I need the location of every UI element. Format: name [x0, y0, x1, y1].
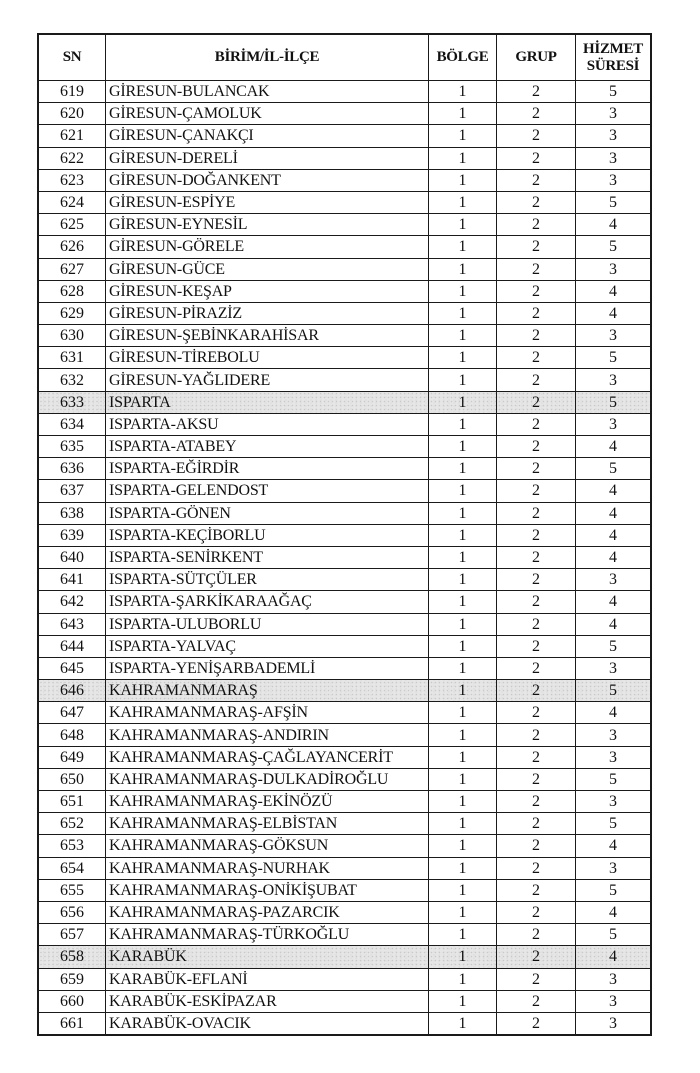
cell-group: 2	[497, 680, 576, 702]
cell-sn: 638	[38, 502, 106, 524]
cell-group: 2	[497, 657, 576, 679]
cell-sn: 644	[38, 635, 106, 657]
cell-group: 2	[497, 413, 576, 435]
cell-region: 1	[429, 724, 497, 746]
table-row	[38, 258, 651, 280]
cell-unit-name: ISPARTA-SENİRKENT	[106, 546, 429, 568]
cell-region: 1	[429, 835, 497, 857]
table-row	[38, 901, 651, 923]
table-row	[38, 436, 651, 458]
cell-unit-name: ISPARTA-EĞİRDİR	[106, 458, 429, 480]
cell-group: 2	[497, 236, 576, 258]
cell-group: 2	[497, 214, 576, 236]
cell-unit-name: KAHRAMANMARAŞ	[106, 680, 429, 702]
cell-region: 1	[429, 191, 497, 213]
cell-group: 2	[497, 901, 576, 923]
table-row	[38, 746, 651, 768]
cell-unit-name: GİRESUN-PİRAZİZ	[106, 302, 429, 324]
cell-service-duration: 4	[576, 946, 652, 968]
table-row	[38, 591, 651, 613]
cell-group: 2	[497, 879, 576, 901]
cell-group: 2	[497, 458, 576, 480]
table-row	[38, 1012, 651, 1035]
table-row	[38, 613, 651, 635]
cell-unit-name: ISPARTA-SÜTÇÜLER	[106, 569, 429, 591]
cell-unit-name: KARABÜK	[106, 946, 429, 968]
cell-region: 1	[429, 635, 497, 657]
cell-service-duration: 5	[576, 813, 652, 835]
table-row	[38, 502, 651, 524]
table-row	[38, 125, 651, 147]
cell-group: 2	[497, 702, 576, 724]
table-row	[38, 81, 651, 103]
cell-unit-name: KAHRAMANMARAŞ-TÜRKOĞLU	[106, 924, 429, 946]
cell-group: 2	[497, 369, 576, 391]
cell-service-duration: 4	[576, 702, 652, 724]
cell-group: 2	[497, 391, 576, 413]
cell-group: 2	[497, 613, 576, 635]
table-row-province-header	[38, 946, 651, 968]
cell-unit-name: KAHRAMANMARAŞ-PAZARCIK	[106, 901, 429, 923]
cell-service-duration: 3	[576, 857, 652, 879]
cell-sn: 635	[38, 436, 106, 458]
cell-sn: 656	[38, 901, 106, 923]
header-region: BÖLGE	[429, 34, 497, 81]
cell-service-duration: 5	[576, 879, 652, 901]
cell-unit-name: ISPARTA	[106, 391, 429, 413]
cell-unit-name: ISPARTA-KEÇİBORLU	[106, 524, 429, 546]
cell-unit-name: KAHRAMANMARAŞ-ÇAĞLAYANCERİT	[106, 746, 429, 768]
table-row	[38, 968, 651, 990]
cell-region: 1	[429, 924, 497, 946]
cell-region: 1	[429, 546, 497, 568]
cell-sn: 622	[38, 147, 106, 169]
cell-unit-name: GİRESUN-YAĞLIDERE	[106, 369, 429, 391]
cell-region: 1	[429, 302, 497, 324]
cell-service-duration: 4	[576, 302, 652, 324]
cell-unit-name: GİRESUN-KEŞAP	[106, 280, 429, 302]
service-duration-table	[37, 33, 652, 1036]
table-row	[38, 813, 651, 835]
cell-service-duration: 5	[576, 347, 652, 369]
cell-service-duration: 5	[576, 768, 652, 790]
cell-region: 1	[429, 280, 497, 302]
cell-unit-name: KAHRAMANMARAŞ-GÖKSUN	[106, 835, 429, 857]
cell-group: 2	[497, 569, 576, 591]
cell-service-duration: 3	[576, 103, 652, 125]
cell-sn: 647	[38, 702, 106, 724]
cell-sn: 655	[38, 879, 106, 901]
cell-service-duration: 3	[576, 147, 652, 169]
cell-sn: 640	[38, 546, 106, 568]
table-row	[38, 524, 651, 546]
cell-unit-name: GİRESUN-GÜCE	[106, 258, 429, 280]
cell-sn: 653	[38, 835, 106, 857]
cell-service-duration: 5	[576, 680, 652, 702]
cell-unit-name: KAHRAMANMARAŞ-ONİKİŞUBAT	[106, 879, 429, 901]
header-unit-province-district: BİRİM/İL-İLÇE	[106, 34, 429, 81]
cell-sn: 621	[38, 125, 106, 147]
cell-group: 2	[497, 436, 576, 458]
cell-group: 2	[497, 968, 576, 990]
cell-service-duration: 3	[576, 413, 652, 435]
cell-service-duration: 5	[576, 924, 652, 946]
cell-group: 2	[497, 103, 576, 125]
cell-region: 1	[429, 813, 497, 835]
cell-service-duration: 3	[576, 657, 652, 679]
cell-group: 2	[497, 835, 576, 857]
table-row	[38, 147, 651, 169]
cell-region: 1	[429, 369, 497, 391]
cell-unit-name: ISPARTA-ATABEY	[106, 436, 429, 458]
cell-service-duration: 3	[576, 569, 652, 591]
cell-sn: 654	[38, 857, 106, 879]
cell-sn: 623	[38, 169, 106, 191]
cell-region: 1	[429, 236, 497, 258]
cell-region: 1	[429, 768, 497, 790]
cell-service-duration: 3	[576, 369, 652, 391]
cell-sn: 619	[38, 81, 106, 103]
cell-service-duration: 3	[576, 325, 652, 347]
cell-region: 1	[429, 325, 497, 347]
cell-service-duration: 3	[576, 746, 652, 768]
cell-service-duration: 5	[576, 191, 652, 213]
cell-region: 1	[429, 125, 497, 147]
cell-region: 1	[429, 214, 497, 236]
cell-service-duration: 4	[576, 214, 652, 236]
table-row	[38, 990, 651, 1012]
cell-unit-name: ISPARTA-AKSU	[106, 413, 429, 435]
table-row	[38, 169, 651, 191]
cell-sn: 652	[38, 813, 106, 835]
cell-region: 1	[429, 502, 497, 524]
cell-group: 2	[497, 81, 576, 103]
table-row	[38, 724, 651, 746]
cell-unit-name: KAHRAMANMARAŞ-DULKADİROĞLU	[106, 768, 429, 790]
cell-sn: 649	[38, 746, 106, 768]
cell-region: 1	[429, 591, 497, 613]
cell-region: 1	[429, 702, 497, 724]
cell-sn: 620	[38, 103, 106, 125]
cell-unit-name: KARABÜK-OVACIK	[106, 1012, 429, 1035]
cell-group: 2	[497, 524, 576, 546]
cell-unit-name: KARABÜK-ESKİPAZAR	[106, 990, 429, 1012]
cell-group: 2	[497, 325, 576, 347]
cell-group: 2	[497, 635, 576, 657]
cell-unit-name: ISPARTA-GELENDOST	[106, 480, 429, 502]
cell-group: 2	[497, 768, 576, 790]
cell-group: 2	[497, 724, 576, 746]
table-row	[38, 325, 651, 347]
cell-unit-name: KAHRAMANMARAŞ-ANDIRIN	[106, 724, 429, 746]
header-sn: SN	[38, 34, 106, 81]
header-service-duration	[576, 34, 652, 81]
cell-group: 2	[497, 147, 576, 169]
cell-region: 1	[429, 413, 497, 435]
cell-unit-name: GİRESUN-TİREBOLU	[106, 347, 429, 369]
cell-region: 1	[429, 613, 497, 635]
cell-sn: 629	[38, 302, 106, 324]
cell-service-duration: 3	[576, 968, 652, 990]
cell-sn: 636	[38, 458, 106, 480]
table-row	[38, 635, 651, 657]
cell-region: 1	[429, 258, 497, 280]
cell-group: 2	[497, 347, 576, 369]
cell-service-duration: 4	[576, 524, 652, 546]
cell-group: 2	[497, 924, 576, 946]
cell-sn: 634	[38, 413, 106, 435]
cell-region: 1	[429, 524, 497, 546]
cell-group: 2	[497, 946, 576, 968]
header-service-duration-line1: HİZMET	[583, 40, 643, 57]
table-row	[38, 236, 651, 258]
cell-region: 1	[429, 147, 497, 169]
cell-sn: 660	[38, 990, 106, 1012]
cell-sn: 633	[38, 391, 106, 413]
cell-unit-name: KAHRAMANMARAŞ-ELBİSTAN	[106, 813, 429, 835]
cell-sn: 642	[38, 591, 106, 613]
cell-service-duration: 4	[576, 835, 652, 857]
table-row	[38, 835, 651, 857]
cell-region: 1	[429, 746, 497, 768]
cell-group: 2	[497, 990, 576, 1012]
table-row	[38, 768, 651, 790]
cell-group: 2	[497, 125, 576, 147]
table-row	[38, 546, 651, 568]
cell-region: 1	[429, 169, 497, 191]
cell-unit-name: ISPARTA-YENİŞARBADEMLİ	[106, 657, 429, 679]
cell-service-duration: 3	[576, 169, 652, 191]
table-row	[38, 879, 651, 901]
cell-sn: 659	[38, 968, 106, 990]
cell-group: 2	[497, 1012, 576, 1035]
cell-region: 1	[429, 791, 497, 813]
cell-unit-name: ISPARTA-YALVAÇ	[106, 635, 429, 657]
cell-group: 2	[497, 302, 576, 324]
cell-sn: 626	[38, 236, 106, 258]
cell-sn: 624	[38, 191, 106, 213]
cell-service-duration: 3	[576, 724, 652, 746]
cell-service-duration: 4	[576, 436, 652, 458]
cell-group: 2	[497, 169, 576, 191]
cell-service-duration: 3	[576, 791, 652, 813]
cell-sn: 628	[38, 280, 106, 302]
cell-group: 2	[497, 746, 576, 768]
cell-region: 1	[429, 857, 497, 879]
cell-unit-name: ISPARTA-ULUBORLU	[106, 613, 429, 635]
cell-region: 1	[429, 901, 497, 923]
cell-service-duration: 4	[576, 901, 652, 923]
cell-region: 1	[429, 103, 497, 125]
cell-sn: 627	[38, 258, 106, 280]
cell-unit-name: GİRESUN-DERELİ	[106, 147, 429, 169]
cell-region: 1	[429, 81, 497, 103]
cell-region: 1	[429, 680, 497, 702]
cell-service-duration: 4	[576, 613, 652, 635]
cell-unit-name: GİRESUN-ŞEBİNKARAHİSAR	[106, 325, 429, 347]
cell-sn: 637	[38, 480, 106, 502]
cell-service-duration: 3	[576, 1012, 652, 1035]
cell-unit-name: ISPARTA-ŞARKİKARAAĞAÇ	[106, 591, 429, 613]
cell-sn: 632	[38, 369, 106, 391]
table-row	[38, 791, 651, 813]
cell-unit-name: GİRESUN-GÖRELE	[106, 236, 429, 258]
cell-unit-name: GİRESUN-EYNESİL	[106, 214, 429, 236]
cell-group: 2	[497, 480, 576, 502]
cell-unit-name: GİRESUN-BULANCAK	[106, 81, 429, 103]
table-body	[38, 81, 651, 1036]
cell-service-duration: 4	[576, 480, 652, 502]
table-header	[38, 34, 651, 81]
table-row	[38, 413, 651, 435]
header-group: GRUP	[497, 34, 576, 81]
table-row	[38, 657, 651, 679]
cell-region: 1	[429, 879, 497, 901]
cell-unit-name: GİRESUN-DOĞANKENT	[106, 169, 429, 191]
cell-unit-name: GİRESUN-ÇAMOLUK	[106, 103, 429, 125]
table-row	[38, 458, 651, 480]
cell-sn: 625	[38, 214, 106, 236]
cell-group: 2	[497, 791, 576, 813]
cell-sn: 657	[38, 924, 106, 946]
cell-unit-name: KAHRAMANMARAŞ-NURHAK	[106, 857, 429, 879]
cell-sn: 631	[38, 347, 106, 369]
table-row	[38, 702, 651, 724]
header-service-duration-line2: SÜRESİ	[586, 57, 640, 74]
table-row	[38, 103, 651, 125]
cell-group: 2	[497, 280, 576, 302]
cell-region: 1	[429, 436, 497, 458]
cell-service-duration: 5	[576, 635, 652, 657]
cell-group: 2	[497, 857, 576, 879]
cell-unit-name: KARABÜK-EFLANİ	[106, 968, 429, 990]
table-row	[38, 480, 651, 502]
cell-region: 1	[429, 968, 497, 990]
cell-region: 1	[429, 480, 497, 502]
cell-sn: 639	[38, 524, 106, 546]
cell-service-duration: 3	[576, 990, 652, 1012]
cell-group: 2	[497, 258, 576, 280]
cell-sn: 661	[38, 1012, 106, 1035]
cell-service-duration: 5	[576, 458, 652, 480]
table-row	[38, 191, 651, 213]
cell-service-duration: 3	[576, 125, 652, 147]
table-row	[38, 569, 651, 591]
cell-unit-name: KAHRAMANMARAŞ-AFŞİN	[106, 702, 429, 724]
cell-sn: 641	[38, 569, 106, 591]
table-row	[38, 302, 651, 324]
cell-service-duration: 4	[576, 502, 652, 524]
cell-sn: 658	[38, 946, 106, 968]
table-row-province-header	[38, 680, 651, 702]
cell-sn: 645	[38, 657, 106, 679]
cell-sn: 648	[38, 724, 106, 746]
header-row	[38, 34, 651, 81]
cell-region: 1	[429, 990, 497, 1012]
table-row	[38, 214, 651, 236]
cell-service-duration: 5	[576, 81, 652, 103]
cell-group: 2	[497, 546, 576, 568]
cell-unit-name: KAHRAMANMARAŞ-EKİNÖZÜ	[106, 791, 429, 813]
cell-region: 1	[429, 1012, 497, 1035]
cell-region: 1	[429, 347, 497, 369]
cell-group: 2	[497, 591, 576, 613]
cell-group: 2	[497, 813, 576, 835]
table-row	[38, 280, 651, 302]
table-row-province-header	[38, 391, 651, 413]
cell-group: 2	[497, 191, 576, 213]
cell-service-duration: 4	[576, 591, 652, 613]
cell-sn: 643	[38, 613, 106, 635]
cell-group: 2	[497, 502, 576, 524]
cell-sn: 646	[38, 680, 106, 702]
table-row	[38, 347, 651, 369]
cell-region: 1	[429, 657, 497, 679]
cell-sn: 630	[38, 325, 106, 347]
cell-region: 1	[429, 391, 497, 413]
cell-unit-name: GİRESUN-ÇANAKÇI	[106, 125, 429, 147]
table-row	[38, 857, 651, 879]
cell-region: 1	[429, 458, 497, 480]
cell-region: 1	[429, 569, 497, 591]
cell-service-duration: 3	[576, 258, 652, 280]
cell-unit-name: ISPARTA-GÖNEN	[106, 502, 429, 524]
cell-service-duration: 5	[576, 391, 652, 413]
cell-service-duration: 4	[576, 546, 652, 568]
cell-service-duration: 4	[576, 280, 652, 302]
cell-region: 1	[429, 946, 497, 968]
cell-sn: 650	[38, 768, 106, 790]
table-row	[38, 369, 651, 391]
table-row	[38, 924, 651, 946]
cell-unit-name: GİRESUN-ESPİYE	[106, 191, 429, 213]
cell-service-duration: 5	[576, 236, 652, 258]
cell-sn: 651	[38, 791, 106, 813]
